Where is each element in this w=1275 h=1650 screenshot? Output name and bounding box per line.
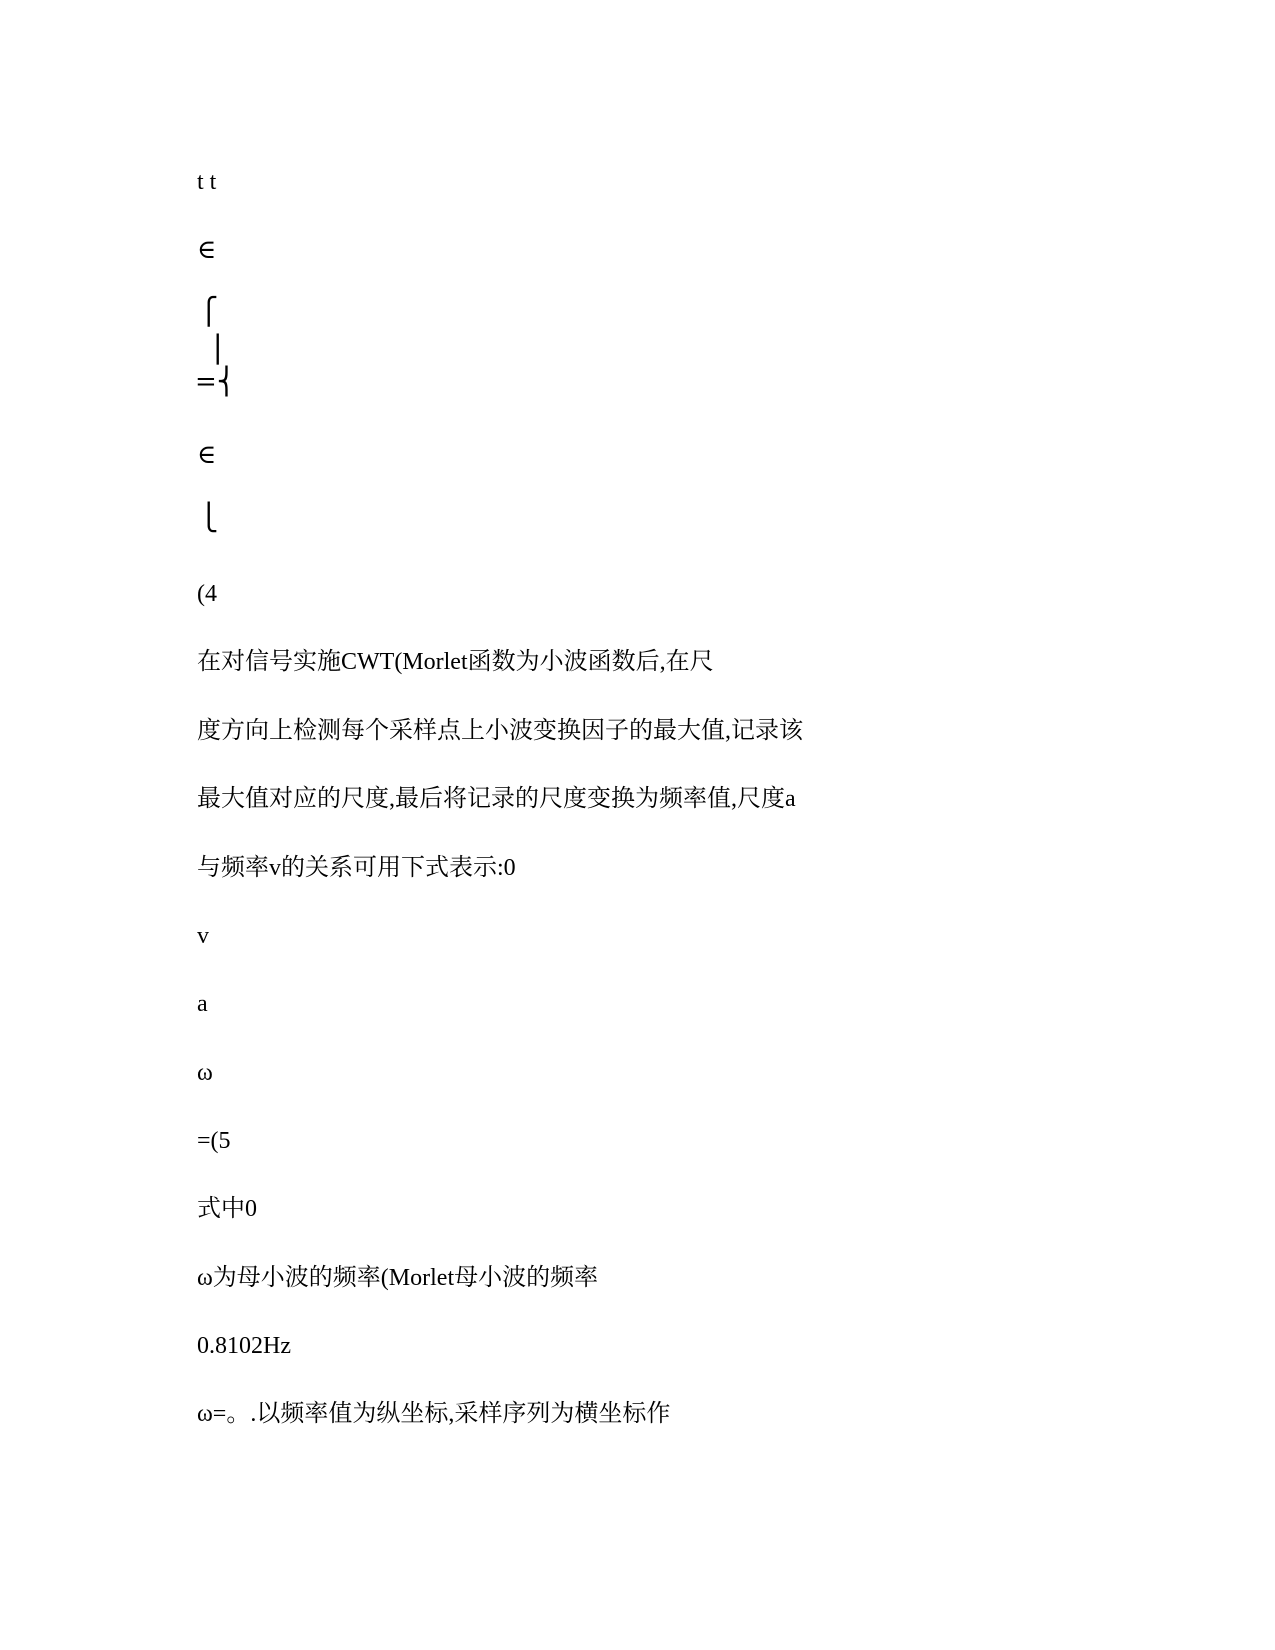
brace-top-glyph: ⎧ (199, 297, 219, 327)
paragraph-line-6: ω为母小波的频率(Morlet母小波的频率 (197, 1265, 599, 1291)
paragraph-line-1: 在对信号实施CWT(Morlet函数为小波函数后,在尺 (197, 649, 714, 675)
equation-number-5: =(5 (197, 1128, 231, 1154)
formula-v: v (197, 923, 209, 949)
formula-a: a (197, 991, 208, 1017)
paragraph-line-7: ω=。.以频率值为纵坐标,采样序列为横坐标作 (197, 1401, 671, 1427)
frequency-value: 0.8102Hz (197, 1333, 291, 1359)
paragraph-line-5: 式中0 (197, 1196, 257, 1222)
equals-brace-glyph: =⎨ (195, 367, 237, 397)
formula-omega: ω (197, 1060, 213, 1086)
brace-middle-glyph: ⎪ (208, 335, 228, 365)
element-of-symbol-2: ∈ (197, 440, 217, 470)
brace-bottom-glyph: ⎩ (199, 503, 219, 533)
paragraph-line-2: 度方向上检测每个采样点上小波变换因子的最大值,记录该 (197, 718, 803, 744)
element-of-symbol: ∈ (197, 235, 217, 265)
paragraph-line-3: 最大值对应的尺度,最后将记录的尺度变换为频率值,尺度a (197, 786, 796, 812)
paragraph-line-4: 与频率v的关系可用下式表示:0 (197, 855, 516, 881)
equation-number-4: (4 (197, 581, 217, 607)
formula-text-t-t: t t (197, 169, 217, 195)
